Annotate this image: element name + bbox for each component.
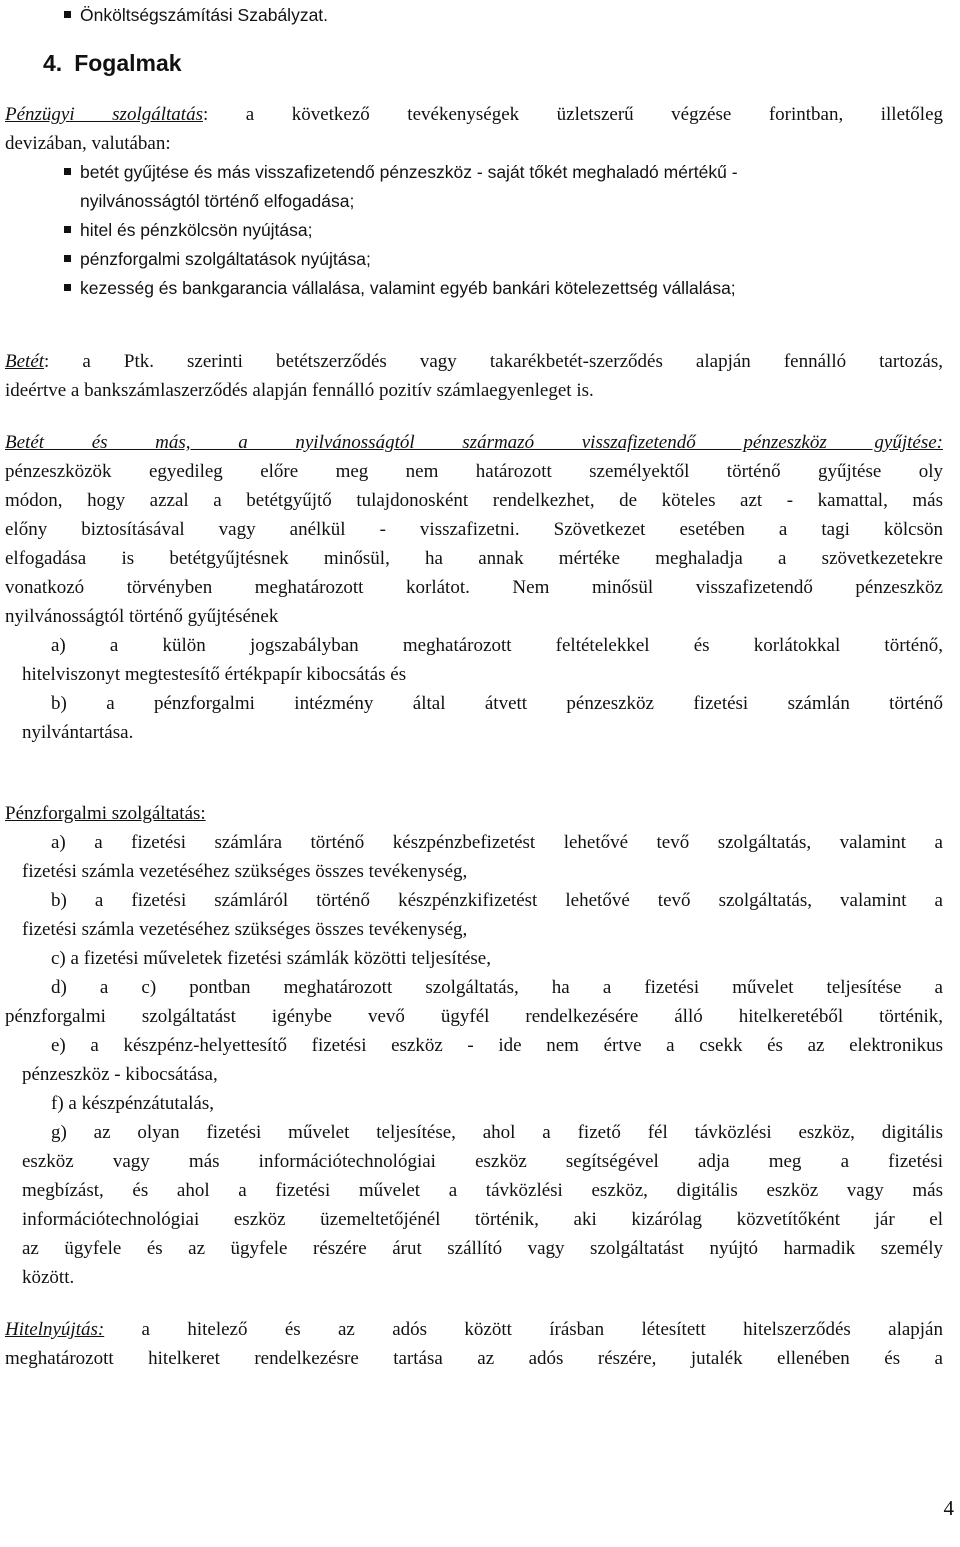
bullet-item <box>5 274 943 303</box>
term-betet-mas: Betét és más, a nyilvánosságtól származó visszafizetendő pénzeszköz gyűjtése: <box>5 432 943 453</box>
bullet-item-onkoltseg <box>5 1 943 30</box>
section-heading <box>5 48 943 78</box>
definition-text: pénzeszközök egyedileg előre meg nem határozott személyektől történő gyűjtése oly <box>5 461 943 482</box>
definition-text: meghatározott hitelkeret rendelkezésre tartása az adós részére, jutalék ellenében és a <box>5 1348 943 1369</box>
list-item-b-continuation: nyilvántartása. <box>22 722 134 743</box>
list-item-e-continuation: pénzeszköz - kibocsátása, <box>22 1064 218 1085</box>
list-item-g-continuation: megbízást, és ahol a fizetési művelet a távközlési eszköz, digitális eszköz vagy más <box>22 1180 943 1201</box>
term-betet: Betét <box>5 351 45 372</box>
list-item-b: b) a pénzforgalmi intézmény által átvett pénzeszköz fizetési számlán történő <box>51 693 943 714</box>
definition-text: elfogadása is betétgyűjtésnek minősül, ha annak mértéke meghaladja a szövetkezetekre <box>5 548 943 569</box>
bullet-text: betét gyűjtése és más visszafizetendő pénzeszköz - saját tőkét meghaladó mértékű - <box>80 162 738 182</box>
bullet-text: nyilvánosságtól történő elfogadása; <box>80 191 355 211</box>
document-page <box>5 0 943 1373</box>
term-penzugyi: Pénzügyi szolgáltatás <box>5 104 203 125</box>
list-item-a: a) a fizetési számlára történő készpénzbefizetést lehetővé tevő szolgáltatás, valamint a <box>51 832 943 853</box>
bullet-text: hitel és pénzkölcsön nyújtása; <box>80 220 313 240</box>
definition-penzugyi <box>5 100 943 303</box>
list-item-a: a) a külön jogszabályban meghatározott feltételekkel és korlátokkal történő, <box>51 635 943 656</box>
list-item-a-continuation: fizetési számla vezetéséhez szükséges összes tevékenység, <box>22 861 468 882</box>
definition-text: devizában, valutában: <box>5 133 171 154</box>
bullet-text: kezesség és bankgarancia vállalása, valamint egyéb bankári kötelezettség vállalása; <box>80 278 736 298</box>
list-item-d: d) a c) pontban meghatározott szolgáltatás, ha a fizetési művelet teljesítése a <box>51 977 943 998</box>
list-item-g: g) az olyan fizetési művelet teljesítése, ahol a fizető fél távközlési eszköz, digitális <box>51 1122 943 1143</box>
definition-text: nyilvánosságtól történő gyűjtésének <box>5 606 279 627</box>
definition-text: : a következő tevékenységek üzletszerű végzése forintban, illetőleg <box>202 104 943 125</box>
square-bullet-icon <box>64 284 71 291</box>
list-item-d-continuation: pénzforgalmi szolgáltatást igénybe vevő ügyfél rendelkezésére álló hitelkeretéből történik, <box>5 1006 943 1027</box>
list-item-b-continuation: fizetési számla vezetéséhez szükséges összes tevékenység, <box>22 919 468 940</box>
list-item-c: c) a fizetési műveletek fizetési számlák közötti teljesítése, <box>51 948 491 969</box>
bullet-text: Önköltségszámítási Szabályzat. <box>80 5 329 25</box>
list-item-a-continuation: hitelviszonyt megtestesítő értékpapír kibocsátás és <box>22 664 407 685</box>
list-item-g-continuation: között. <box>22 1267 75 1288</box>
definition-text: ideértve a bankszámlaszerződés alapján fennálló pozitív számlaegyenleget is. <box>5 380 594 401</box>
definition-text: előny biztosításával vagy anélkül - visszafizetni. Szövetkezet esetében a tagi kölcsön <box>5 519 943 540</box>
list-item-f: f) a készpénzátutalás, <box>51 1093 214 1114</box>
bullet-item-continuation <box>5 187 943 216</box>
square-bullet-icon <box>64 168 71 175</box>
definition-betet <box>5 347 943 405</box>
list-item-b: b) a fizetési számláról történő készpénzkifizetést lehetővé tevő szolgáltatás, valamint a <box>51 890 943 911</box>
definition-text: a hitelező és az adós között írásban létesített hitelszerződés alapján <box>104 1319 943 1340</box>
square-bullet-icon <box>64 11 71 18</box>
term-hitelnyujtas: Hitelnyújtás: <box>5 1319 105 1340</box>
definition-penzforgalmi <box>5 799 943 1292</box>
list-item-e: e) a készpénz-helyettesítő fizetési eszköz - ide nem értve a csekk és az elektronikus <box>51 1035 943 1056</box>
bullet-item <box>5 216 943 245</box>
list-item-g-continuation: eszköz vagy más információtechnológiai eszköz segítségével adja meg a fizetési <box>22 1151 943 1172</box>
heading-title: Fogalmak <box>74 50 182 76</box>
bullet-item <box>5 158 943 187</box>
page-number: 4 <box>943 1496 954 1520</box>
list-item-g-continuation: információtechnológiai eszköz üzemeltetőjénél történik, aki kizárólag közvetítőként jár el <box>22 1209 943 1230</box>
definition-text: vonatkozó törvényben meghatározott korlátot. Nem minősül visszafizetendő pénzeszköz <box>5 577 943 598</box>
definition-text: módon, hogy azzal a betétgyűjtő tulajdonosként rendelkezhet, de köteles azt - kamattal, más <box>5 490 943 511</box>
square-bullet-icon <box>64 255 71 262</box>
definition-hitelnyujtas <box>5 1315 943 1373</box>
bullet-text: pénzforgalmi szolgáltatások nyújtása; <box>80 249 371 269</box>
list-item-g-continuation: az ügyfele és az ügyfele részére árut szállító vagy szolgáltatást nyújtó harmadik személy <box>22 1238 943 1259</box>
definition-betet-mas <box>5 428 943 747</box>
heading-number: 4. <box>43 50 63 76</box>
term-penzforgalmi: Pénzforgalmi szolgáltatás: <box>5 803 206 824</box>
square-bullet-icon <box>64 226 71 233</box>
definition-text: : a Ptk. szerinti betétszerződés vagy takarékbetét-szerződés alapján fennálló tartozás, <box>44 351 943 372</box>
bullet-item <box>5 245 943 274</box>
